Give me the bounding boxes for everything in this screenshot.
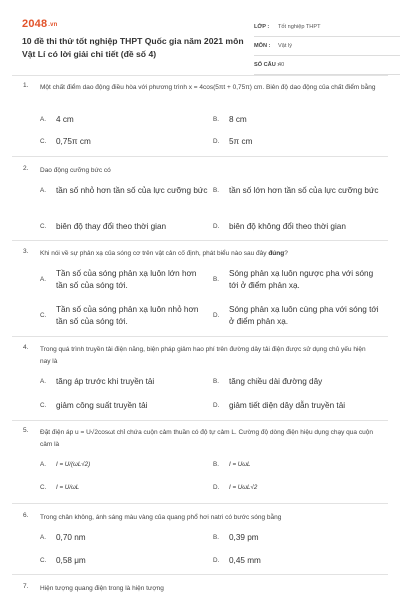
option-letter: A. bbox=[40, 461, 46, 468]
question-text: Trong quá trình truyền tải điện năng, biện pháp giảm hao phí trên đường dây tải điện được sử dụng chủ yếu hiện nay là bbox=[40, 346, 366, 365]
meta-value: 40 bbox=[278, 62, 285, 68]
option-text: Sóng phản xạ luôn ngược pha với sóng tới ở điểm phản xạ. bbox=[229, 269, 374, 290]
option-c[interactable] bbox=[40, 555, 210, 567]
divider bbox=[12, 336, 388, 337]
option-text: 0,75π cm bbox=[56, 137, 91, 146]
question-text-emphasis: đúng bbox=[268, 250, 285, 257]
option-a[interactable] bbox=[40, 459, 210, 471]
option-text: 4 cm bbox=[56, 115, 74, 124]
question-number: 4. bbox=[23, 344, 29, 351]
option-text: Tần số của sóng phản xạ luôn lớn hơn tần số của sóng tới. bbox=[56, 269, 197, 290]
option-letter: B. bbox=[213, 187, 219, 194]
divider bbox=[12, 156, 388, 157]
option-text: 0,58 μm bbox=[56, 556, 86, 565]
option-a[interactable] bbox=[40, 114, 210, 126]
option-letter: A. bbox=[40, 378, 46, 385]
option-b[interactable] bbox=[213, 268, 383, 292]
meta-value: Vật lý bbox=[278, 43, 292, 49]
option-text: tần số lớn hơn tần số của lực cưỡng bức bbox=[229, 186, 379, 195]
question-text: Dao động cưỡng bức có bbox=[40, 167, 111, 174]
option-letter: A. bbox=[40, 116, 46, 123]
question-text: Trong chân không, ánh sáng màu vàng của quang phổ hơi natri có bước sóng bằng bbox=[40, 514, 282, 521]
option-letter: B. bbox=[213, 116, 219, 123]
question-text-start: Khi nói về sự phản xạ của sóng cơ trên vật cản cố định, phát biểu nào sau đây bbox=[40, 250, 269, 257]
question-number: 7. bbox=[23, 583, 29, 590]
option-text: tăng áp trước khi truyền tải bbox=[56, 377, 155, 386]
option-text: I = U/(ωL√2) bbox=[56, 461, 91, 468]
divider bbox=[12, 240, 388, 241]
option-text: 5π cm bbox=[229, 137, 253, 146]
option-letter: D. bbox=[213, 484, 220, 491]
divider bbox=[12, 503, 388, 504]
question-text: Hiện tượng quang điện trong là hiện tượng bbox=[40, 585, 164, 592]
option-d[interactable] bbox=[213, 482, 383, 494]
option-a[interactable] bbox=[40, 376, 210, 388]
meta-value: Tốt nghiệp THPT bbox=[278, 24, 321, 30]
option-c[interactable] bbox=[40, 221, 210, 233]
document-header bbox=[22, 18, 382, 76]
option-letter: D. bbox=[213, 223, 220, 230]
document-title: 10 đề thi thử tốt nghiệp THPT Quốc gia năm 2021 môn Vật Lí có lời giải chi tiết (đề số 4) bbox=[22, 36, 244, 59]
question-number: 5. bbox=[23, 427, 29, 434]
option-text: I = U/ωL bbox=[56, 484, 80, 491]
divider bbox=[12, 420, 388, 421]
meta-key: LỚP : bbox=[254, 24, 270, 30]
option-c[interactable] bbox=[40, 304, 210, 328]
logo-suffix: .vn bbox=[48, 22, 58, 28]
site-logo[interactable] bbox=[22, 18, 58, 30]
option-letter: C. bbox=[40, 312, 47, 319]
option-d[interactable] bbox=[213, 555, 383, 567]
logo-main: 2048 bbox=[22, 18, 48, 30]
option-d[interactable] bbox=[213, 136, 383, 148]
option-b[interactable] bbox=[213, 185, 383, 197]
option-text: biên độ không đổi theo thời gian bbox=[229, 222, 346, 231]
option-a[interactable] bbox=[40, 532, 210, 544]
option-text: 0,70 nm bbox=[56, 533, 86, 542]
meta-key: SỐ CÂU : bbox=[254, 62, 280, 68]
meta-key: MÔN : bbox=[254, 43, 271, 49]
question-number: 2. bbox=[23, 165, 29, 172]
option-text: 8 cm bbox=[229, 115, 247, 124]
option-c[interactable] bbox=[40, 400, 210, 412]
option-text: 0,45 mm bbox=[229, 556, 261, 565]
option-d[interactable] bbox=[213, 304, 383, 328]
question-text-end: ? bbox=[284, 250, 288, 257]
option-letter: B. bbox=[213, 461, 219, 468]
option-b[interactable] bbox=[213, 114, 383, 126]
option-b[interactable] bbox=[213, 459, 383, 471]
option-text: 0,39 pm bbox=[229, 533, 259, 542]
question-number: 6. bbox=[23, 512, 29, 519]
question-text bbox=[40, 248, 376, 260]
option-letter: B. bbox=[213, 276, 219, 283]
option-text: tần số nhỏ hơn tần số của lực cưỡng bức bbox=[56, 186, 208, 195]
question-text: Một chất điểm dao động điều hòa với phương trình x = 4cos(5πt + 0,75π) cm. Biên độ dao động của chất điểm bằng bbox=[40, 84, 376, 91]
option-b[interactable] bbox=[213, 376, 383, 388]
option-c[interactable] bbox=[40, 136, 210, 148]
question-text: Đặt điện áp u = U√2cosωt chỉ chứa cuộn cảm thuần có độ tự cảm L. Cường độ dòng điện hiệu dụng chạy qua cuộn cảm là bbox=[40, 429, 373, 448]
option-letter: C. bbox=[40, 557, 47, 564]
option-text: tăng chiều dài đường dây bbox=[229, 377, 323, 386]
option-letter: D. bbox=[213, 138, 220, 145]
option-letter: D. bbox=[213, 312, 220, 319]
option-d[interactable] bbox=[213, 221, 383, 233]
option-letter: C. bbox=[40, 223, 47, 230]
option-letter: C. bbox=[40, 402, 47, 409]
option-a[interactable] bbox=[40, 268, 210, 292]
question-number: 1. bbox=[23, 82, 29, 89]
option-text: Tần số của sóng phản xạ luôn nhỏ hơn tần số của sóng tới. bbox=[56, 305, 199, 326]
option-letter: D. bbox=[213, 402, 220, 409]
option-d[interactable] bbox=[213, 400, 383, 412]
meta-row-subject bbox=[254, 37, 400, 56]
option-letter: D. bbox=[213, 557, 220, 564]
meta-row-count bbox=[254, 56, 400, 75]
option-a[interactable] bbox=[40, 185, 210, 197]
option-b[interactable] bbox=[213, 532, 383, 544]
option-letter: B. bbox=[213, 378, 219, 385]
meta-table bbox=[254, 18, 400, 75]
option-text: giảm tiết diện dây dẫn truyền tải bbox=[229, 401, 346, 410]
option-letter: C. bbox=[40, 138, 47, 145]
option-c[interactable] bbox=[40, 482, 210, 494]
option-text: I = UωL√2 bbox=[229, 484, 258, 491]
divider bbox=[12, 574, 388, 575]
option-text: biên độ thay đổi theo thời gian bbox=[56, 222, 167, 231]
option-text: Sóng phản xạ luôn cùng pha với sóng tới ở điểm phản xạ. bbox=[229, 305, 379, 326]
option-text: I = UωL bbox=[229, 461, 251, 468]
question-number: 3. bbox=[23, 248, 29, 255]
option-letter: A. bbox=[40, 187, 46, 194]
option-letter: C. bbox=[40, 484, 47, 491]
divider bbox=[12, 75, 388, 76]
meta-row-grade bbox=[254, 18, 400, 37]
option-text: giảm công suất truyền tải bbox=[56, 401, 148, 410]
option-letter: A. bbox=[40, 276, 46, 283]
option-letter: A. bbox=[40, 534, 46, 541]
option-letter: B. bbox=[213, 534, 219, 541]
